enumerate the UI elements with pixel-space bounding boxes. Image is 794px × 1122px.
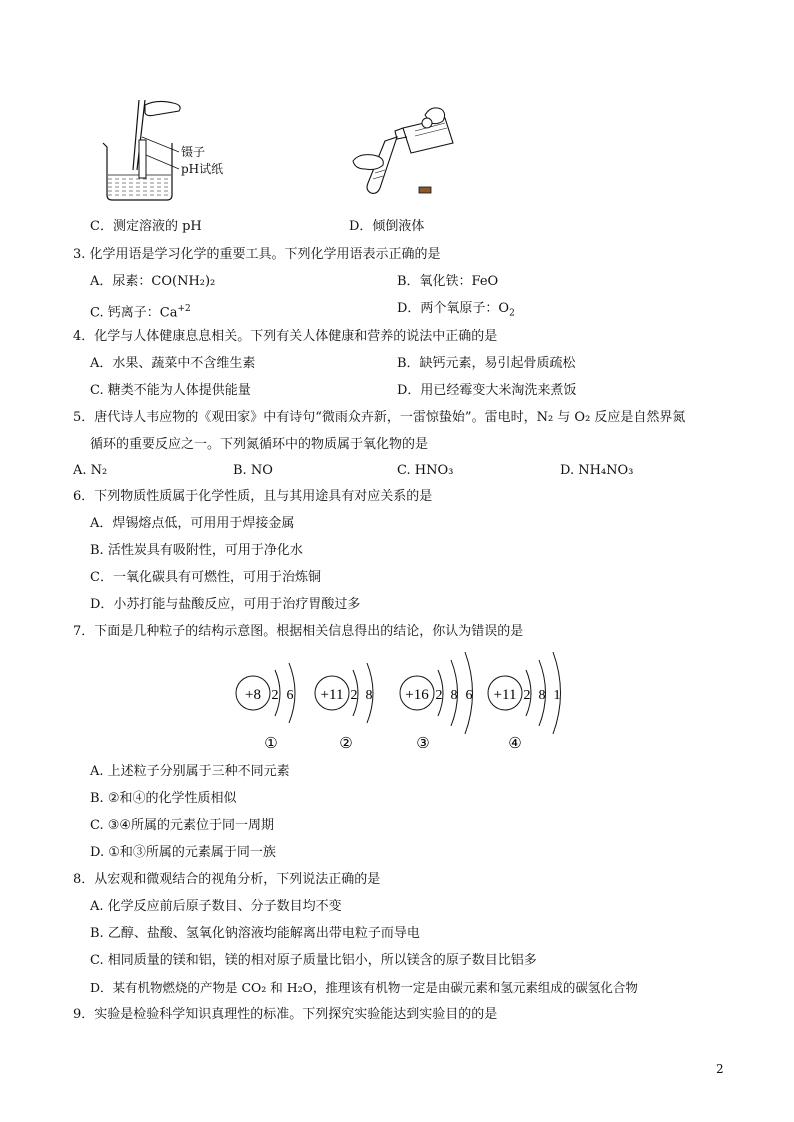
atom-4-nucleus: +11: [493, 687, 517, 703]
question-4-option-a: A．水果、蔬菜中不含维生素: [90, 356, 256, 371]
question-5-stem-line1: 5．唐代诗人韦应物的《观田家》中有诗句“微雨众卉新，一雷惊蛰始”。雷电时，N₂ 与 O₂ 反应是自然界氮: [73, 410, 686, 425]
atom-1-diagram: [236, 663, 295, 752]
atom-2-shell-1: 2: [350, 688, 358, 703]
atom-3-label: ③: [416, 734, 430, 752]
question-8-option-b: B. 乙醇、盐酸、氢氧化钠溶液均能解离出带电粒子而导电: [90, 926, 420, 941]
question-8-option-d: D．某有机物燃烧的产物是 CO₂ 和 H₂O，推理该有机物一定是由碳元素和氢元素组成的碳氢化合物: [90, 980, 638, 995]
question-8-stem: 8．从宏观和微观结合的视角分析，下列说法正确的是: [73, 872, 381, 887]
figure-d-caption: D．倾倒液体: [349, 219, 425, 234]
question-3-option-c: C. 钙离子：$Ca^{+2}$: [90, 304, 191, 321]
question-6-option-b: B. 活性炭具有吸附性，可用于净化水: [90, 543, 303, 558]
atom-2-diagram: [315, 663, 373, 752]
atom-1-shell-2: 6: [286, 688, 294, 703]
question-3-stem: 3. 化学用语是学习化学的重要工具。下列化学用语表示正确的是: [73, 247, 441, 262]
tweezers-label: 镊子: [181, 145, 206, 159]
atom-1-shell-1: 2: [271, 688, 279, 703]
pouring-liquid-figure: [345, 103, 475, 203]
question-3-option-a: A．尿素：CO(NH₂)₂: [90, 274, 216, 289]
ph-measurement-figure: [95, 95, 245, 205]
question-7-option-d: D. ①和③所属的元素属于同一族: [90, 845, 276, 860]
question-5-stem-line2: 循环的重要反应之一。下列氮循环中的物质属于氧化物的是: [90, 437, 429, 452]
question-6-option-d: D．小苏打能与盐酸反应，可用于治疗胃酸过多: [90, 597, 361, 612]
question-4-option-c: C. 糖类不能为人体提供能量: [90, 383, 251, 398]
atom-3-shell-1: 2: [435, 688, 443, 703]
atom-4-shell-2: 8: [538, 688, 546, 703]
atom-3-shell-3: 6: [465, 688, 473, 703]
question-3-option-b: B．氧化铁：FeO: [397, 274, 499, 289]
question-7-option-c: C. ③④所属的元素位于同一周期: [90, 818, 275, 833]
question-7-option-a: A. 上述粒子分别属于三种不同元素: [90, 764, 290, 779]
question-5-option-c: C. HNO₃: [397, 463, 454, 478]
question-4-option-d: D．用已经霉变大米淘洗来煮饭: [397, 383, 577, 398]
ph-paper-label: pH试纸: [181, 162, 224, 176]
question-6-option-c: C．一氧化碳具有可燃性，可用于治炼铜: [90, 570, 321, 585]
atom-1-label: ①: [264, 734, 278, 752]
atom-4-diagram: [488, 652, 561, 752]
question-8-option-a: A. 化学反应前后原子数目、分子数目均不变: [90, 899, 342, 914]
figure-c-caption: C．测定溶液的 pH: [90, 219, 202, 234]
atom-4-shell-3: 1: [553, 688, 561, 703]
question-4-option-b: B．缺钙元素，易引起骨质疏松: [397, 356, 576, 371]
question-6-stem: 6．下列物质性质属于化学性质，且与其用途具有对应关系的是: [73, 489, 433, 504]
question-4-stem: 4．化学与人体健康息息相关。下列有关人体健康和营养的说法中正确的是: [73, 329, 498, 344]
atom-2-label: ②: [339, 734, 353, 752]
question-9-stem: 9．实验是检验科学知识真理性的标准。下列探究实验能达到实验目的的是: [73, 1007, 498, 1022]
atom-4-shell-1: 2: [523, 688, 531, 703]
page-number: 2: [716, 1062, 724, 1076]
atom-3-shell-2: 8: [450, 688, 458, 703]
question-5-option-a: A. N₂: [73, 463, 108, 478]
atom-4-label: ④: [508, 734, 522, 752]
question-8-option-c: C. 相同质量的镁和铝，镁的相对原子质量比铝小，所以镁含的原子数目比铝多: [90, 953, 537, 968]
question-7-option-b: B. ②和④的化学性质相似: [90, 791, 237, 806]
question-6-option-a: A．焊锡熔点低，可用用于焊接金属: [90, 516, 295, 531]
question-5-option-b: B. NO: [233, 463, 273, 478]
atom-3-nucleus: +16: [405, 687, 429, 703]
question-3-option-d: D．两个氧原子：$O_2$: [397, 301, 515, 319]
atomic-structure-diagrams: [225, 645, 575, 757]
atom-2-nucleus: +11: [320, 687, 344, 703]
atom-1-nucleus: +8: [245, 687, 261, 703]
question-7-stem: 7．下面是几种粒子的结构示意图。根据相关信息得出的结论，你认为错误的是: [73, 624, 524, 639]
atom-2-shell-2: 8: [365, 688, 373, 703]
atom-3-diagram: [400, 652, 473, 752]
question-5-option-d: D. NH₄NO₃: [560, 463, 634, 478]
